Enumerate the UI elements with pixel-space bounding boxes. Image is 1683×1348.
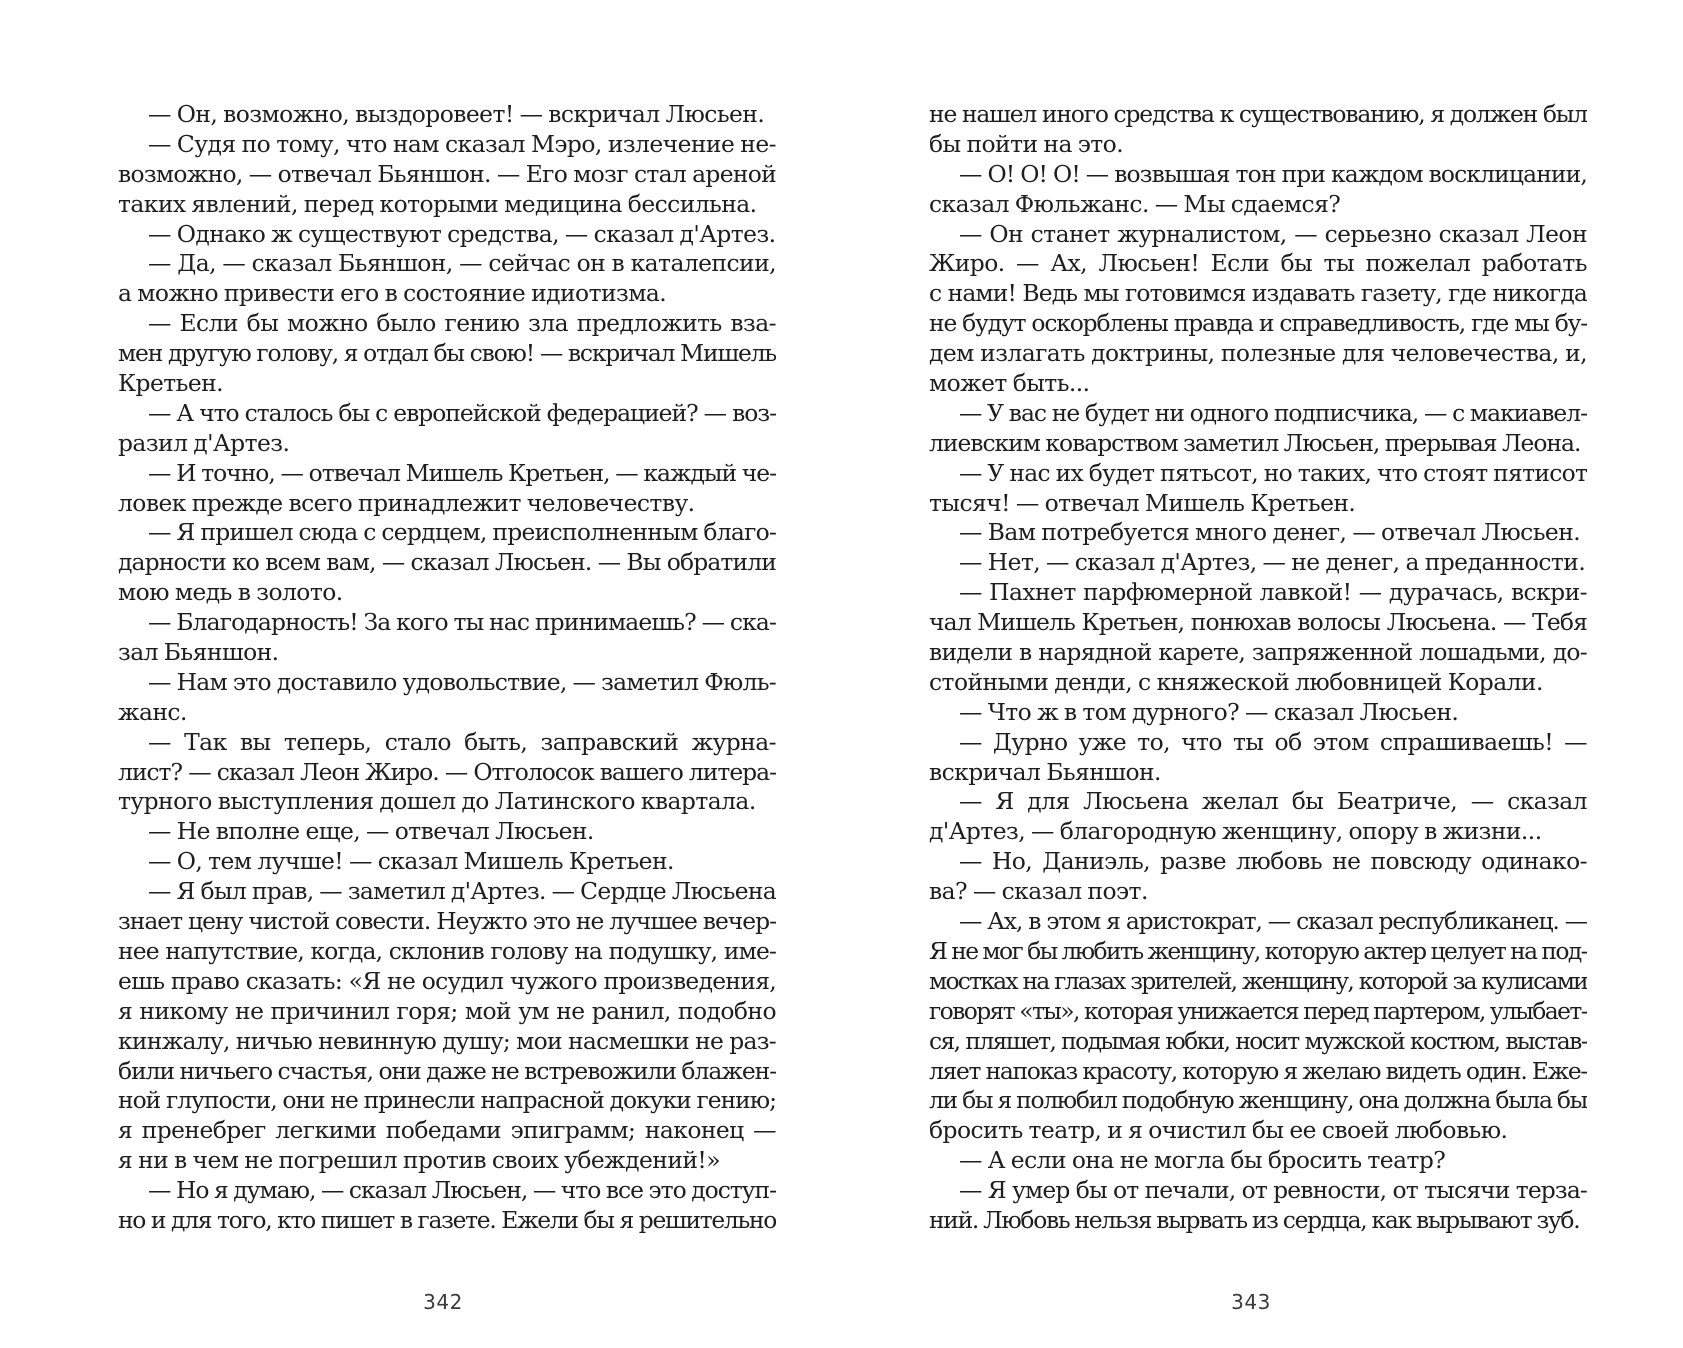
text-line: дем излагать доктрины, полезные для человечества, и, [929, 339, 1587, 368]
text-line: таких явлений, перед которыми медицина бессильна. [118, 189, 757, 218]
text-line: не нашел иного средства к существованию, я должен был [929, 100, 1587, 128]
text-line: лист? — сказал Леон Жиро. — Отголосок вашего литера- [118, 757, 776, 786]
text-line: били ничьего счастья, они даже не встревожили блажен- [118, 1056, 776, 1085]
text-line: — Не вполне еще, — отвечал Люсьен. [148, 817, 594, 846]
text-line: — Однако ж существуют средства, — сказал д'Артез. [148, 219, 776, 248]
text-line: вскричал Бьяншон. [929, 757, 1161, 786]
text-line: стойными денди, с княжеской любовницей Корали. [929, 667, 1543, 696]
text-line: — У нас их будет пятьсот, но таких, что стоят пятисот [959, 458, 1587, 487]
text-line: ной глупости, они не принесли напрасной докуки гению; [118, 1086, 776, 1115]
text-line: говорят «ты», которая унижается перед партером, улыбает- [929, 996, 1587, 1025]
text-line: зал Бьяншон. [118, 638, 279, 667]
text-line: — Нам это доставило удовольствие, — заметил Фюль- [148, 667, 776, 696]
text-line: бросить театр, и я очистил бы ее своей любовью. [929, 1116, 1508, 1145]
text-line: ва? — сказал поэт. [929, 877, 1148, 906]
text-line: не будут оскорблены правда и справедливость, где мы бу- [929, 309, 1587, 338]
text-line: видели в нарядной карете, запряженной лошадьми, до- [929, 638, 1587, 667]
text-line: — Дурно уже то, что ты об этом спрашиваешь! — [959, 727, 1587, 756]
text-line: я никому не причинил горя; мой ум не ранил, подобно [118, 996, 776, 1025]
text-line: сказал Фюльжанс. — Мы сдаемся? [929, 189, 1341, 218]
text-line: дарности ко всем вам, — сказал Люсьен. — Вы обратили [118, 548, 776, 577]
text-line: — Нет, — сказал д'Артез, — не денег, а преданности. [959, 548, 1586, 577]
text-line: мою медь в золото. [118, 578, 343, 607]
text-line: тысяч! — отвечал Мишель Кретьен. [929, 488, 1356, 517]
text-line: д'Артез, — благородную женщину, опору в жизни... [929, 817, 1542, 846]
text-line: ловек прежде всего принадлежит человечеству. [118, 488, 695, 517]
text-line: — Пахнет парфюмерной лавкой! — дурачась, вскри- [959, 578, 1587, 607]
text-line: — Судя по тому, что нам сказал Мэро, излечение не- [148, 129, 776, 158]
text-line: — Я умер бы от печали, от ревности, от тысячи терза- [959, 1176, 1587, 1205]
text-line: ний. Любовь нельзя вырвать из сердца, как вырывают зуб. [929, 1205, 1580, 1234]
left-page-number: 342 [423, 1290, 463, 1314]
text-line: — Я для Люсьена желал бы Беатриче, — сказал [959, 787, 1587, 816]
text-line: лиевским коварством заметил Люсьен, прерывая Леона. [929, 428, 1581, 457]
text-line: мостках на глазах зрителей, женщину, которой за кулисами [929, 966, 1587, 995]
text-line: — О, тем лучше! — сказал Мишель Кретьен. [148, 847, 674, 876]
text-line: — Я был прав, — заметил д'Артез. — Сердце Люсьена [148, 877, 776, 906]
left-page [118, 100, 776, 1236]
text-line: Кретьен. [118, 369, 224, 398]
text-line: — Но я думаю, — сказал Люсьен, — что все это доступ- [148, 1176, 776, 1205]
right-page-number: 343 [1231, 1290, 1271, 1314]
text-line: — Вам потребуется много денег, — отвечал Люсьен. [959, 518, 1581, 547]
text-line: жанс. [118, 697, 187, 726]
text-line: — Если бы можно было гению зла предложить вза- [148, 309, 776, 338]
text-line: бы пойти на это. [929, 129, 1124, 158]
text-line: нее напутствие, когда, склонив голову на подушку, име- [118, 936, 776, 965]
text-line: Я не мог бы любить женщину, которую актер целует на под- [929, 936, 1587, 965]
text-line: разил д'Артез. [118, 428, 290, 457]
text-line: — Да, — сказал Бьяншон, — сейчас он в каталепсии, [148, 249, 776, 278]
text-line: — Так вы теперь, стало быть, заправский журна- [148, 727, 776, 756]
text-line: кинжалу, ничью невинную душу; мои насмешки не раз- [118, 1026, 776, 1055]
text-line: ляет напоказ красоту, которую я желаю видеть один. Еже- [929, 1056, 1587, 1085]
text-line: я ни в чем не погрешил против своих убеждений!» [118, 1146, 721, 1175]
left-page-text [118, 100, 776, 1236]
text-line: — Что ж в том дурного? — сказал Люсьен. [959, 697, 1459, 726]
text-line: я пренебрег легкими победами эпиграмм; наконец — [118, 1116, 776, 1145]
text-line: — Он станет журналистом, — серьезно сказал Леон [959, 219, 1587, 248]
right-page [929, 100, 1587, 1236]
text-line: — Ах, в этом я аристократ, — сказал республиканец. — [959, 907, 1587, 936]
text-line: — Но, Даниэль, разве любовь не повсюду одинако- [959, 847, 1587, 876]
right-page-text [929, 100, 1587, 1236]
text-line: — А если она не могла бы бросить театр? [959, 1146, 1446, 1175]
text-line: ли бы я полюбил подобную женщину, она должна была бы [929, 1086, 1587, 1115]
text-line: Жиро. — Ах, Люсьен! Если бы ты пожелал работать [929, 249, 1587, 278]
text-line: — Он, возможно, выздоровеет! — вскричал Люсьен. [148, 100, 765, 128]
text-line: ся, пляшет, подымая юбки, носит мужской костюм, выстав- [929, 1026, 1587, 1055]
text-line: с нами! Ведь мы готовимся издавать газету, где никогда [929, 279, 1587, 308]
text-line: а можно привести его в состояние идиотизма. [118, 279, 667, 308]
text-line: — Благодарность! За кого ты нас принимаешь? — ска- [148, 608, 776, 637]
text-line: ешь право сказать: «Я не осудил чужого произведения, [118, 966, 776, 995]
text-line: — И точно, — отвечал Мишель Кретьен, — каждый че- [148, 458, 776, 487]
text-line: чал Мишель Кретьен, понюхав волосы Люсьена. — Тебя [929, 608, 1587, 637]
text-line: — О! О! О! — возвышая тон при каждом восклицании, [959, 159, 1587, 188]
text-line: — Я пришел сюда с сердцем, преисполненным благо- [148, 518, 776, 547]
text-line: мен другую голову, я отдал бы свою! — вскричал Мишель [118, 339, 776, 368]
text-line: — У вас не будет ни одного подписчика, — с макиавел- [959, 398, 1587, 427]
text-line: может быть... [929, 369, 1090, 398]
text-line: — А что сталось бы с европейской федерацией? — воз- [148, 398, 776, 427]
text-line: турного выступления дошел до Латинского квартала. [118, 787, 756, 816]
text-line: возможно, — отвечал Бьяншон. — Его мозг стал ареной [118, 159, 776, 188]
text-line: но и для того, кто пишет в газете. Ежели бы я решительно [118, 1205, 776, 1234]
text-line: знает цену чистой совести. Неужто это не лучшее вечер- [118, 907, 776, 936]
